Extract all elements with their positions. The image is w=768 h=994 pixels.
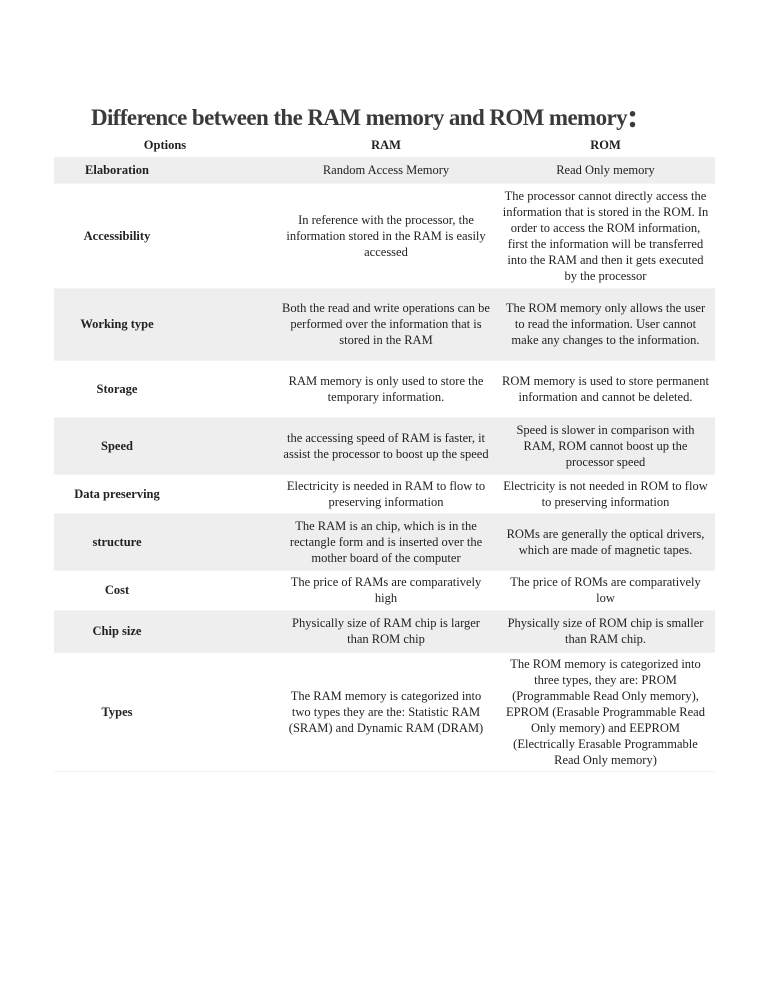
row-rom: Electricity is not needed in ROM to flow to preserving information	[496, 474, 715, 513]
header-options: Options	[143, 138, 187, 152]
row-rom: The price of ROMs are comparatively low	[496, 570, 715, 610]
row-ram: Electricity is needed in RAM to flow to preserving information	[276, 474, 496, 513]
row-ram: The price of RAMs are comparatively high	[276, 570, 496, 610]
comparison-table	[54, 133, 715, 772]
row-option: Storage	[54, 360, 276, 417]
row-rom: Read Only memory	[496, 157, 715, 183]
row-ram: Both the read and write operations can be performed over the information that is stored in the RAM	[276, 288, 496, 360]
table-row	[54, 288, 715, 360]
title-colon: :	[627, 98, 639, 135]
row-rom: Physically size of ROM chip is smaller than RAM chip.	[496, 610, 715, 652]
row-option: Working type	[54, 288, 276, 360]
row-rom: The ROM memory only allows the user to read the information. User cannot make any changes to the information.	[496, 288, 715, 360]
row-option: Accessibility	[54, 183, 276, 288]
table-row	[54, 157, 715, 183]
row-option: Types	[54, 652, 276, 771]
row-option: Chip size	[54, 610, 276, 652]
table-row	[54, 610, 715, 652]
row-ram: The RAM is an chip, which is in the rectangle form and is inserted over the mother board of the computer	[276, 513, 496, 570]
row-option: structure	[54, 513, 276, 570]
row-rom: Speed is slower in comparison with RAM, ROM cannot boost up the processor speed	[496, 417, 715, 474]
page-title	[91, 96, 638, 134]
table-row	[54, 570, 715, 610]
row-ram: Physically size of RAM chip is larger than ROM chip	[276, 610, 496, 652]
row-ram: In reference with the processor, the information stored in the RAM is easily accessed	[276, 183, 496, 288]
row-ram: Random Access Memory	[276, 157, 496, 183]
title-text: Difference between the RAM memory and ROM memory	[91, 105, 628, 130]
table-row	[54, 513, 715, 570]
table-row	[54, 652, 715, 771]
header-row	[54, 133, 715, 157]
header-ram: RAM	[371, 138, 401, 152]
table-row	[54, 183, 715, 288]
row-rom: ROMs are generally the optical drivers, which are made of magnetic tapes.	[496, 513, 715, 570]
row-ram: the accessing speed of RAM is faster, it assist the processor to boost up the speed	[276, 417, 496, 474]
row-option: Data preserving	[54, 474, 276, 513]
header-rom: ROM	[590, 138, 621, 152]
row-option: Speed	[54, 417, 276, 474]
row-option: Elaboration	[54, 157, 276, 183]
row-ram: The RAM memory is categorized into two types they are the: Statistic RAM (SRAM) and Dynamic RAM (DRAM)	[276, 652, 496, 771]
table-row	[54, 474, 715, 513]
row-rom: The processor cannot directly access the information that is stored in the ROM. In order to access the ROM information, first the information will be transferred into the RAM and then it gets executed by the processor	[496, 183, 715, 288]
table-row	[54, 417, 715, 474]
row-rom: The ROM memory is categorized into three types, they are: PROM (Programmable Read Only memory), EPROM (Erasable Programmable Read Only memory) and EEPROM (Electrically Erasable Programmable Read Only memory)	[496, 652, 715, 771]
row-ram: RAM memory is only used to store the temporary information.	[276, 360, 496, 417]
row-rom: ROM memory is used to store permanent information and cannot be deleted.	[496, 360, 715, 417]
table-row	[54, 360, 715, 417]
row-option: Cost	[54, 570, 276, 610]
